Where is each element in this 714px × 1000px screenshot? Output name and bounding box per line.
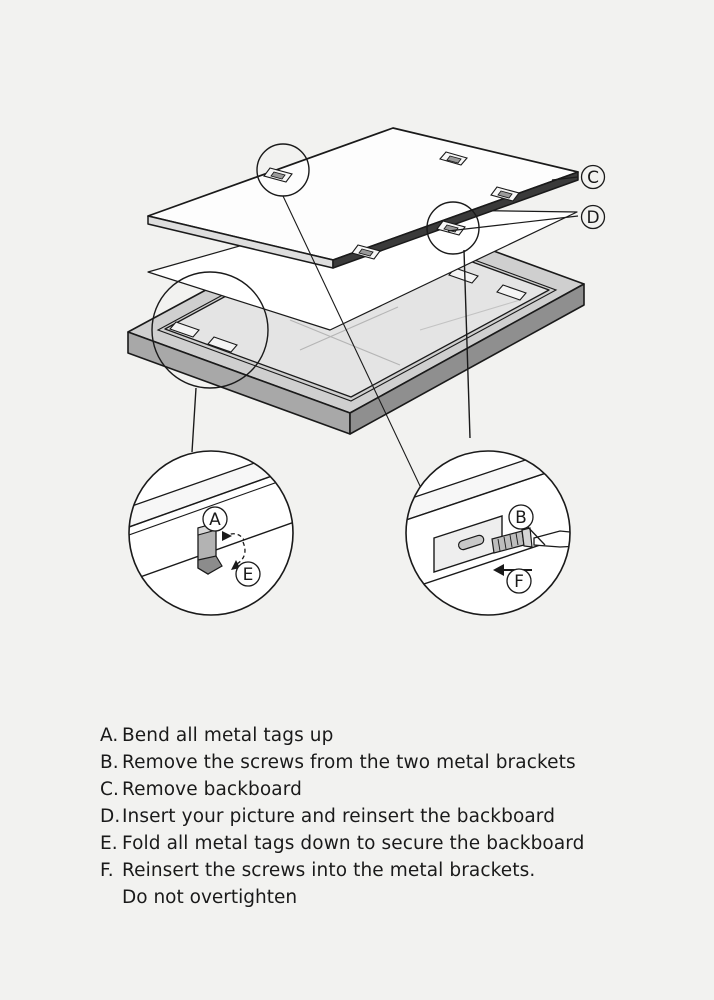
instruction-text: Reinsert the screws into the metal brackets. [122, 860, 536, 881]
instruction-key: A. [100, 725, 119, 746]
label-f-group [507, 569, 531, 593]
label-e-group [236, 562, 260, 586]
magnifier-left [129, 447, 300, 615]
instruction-key: D. [100, 806, 121, 827]
instruction-list [100, 722, 700, 911]
instruction-text: Insert your picture and reinsert the backboard [122, 806, 556, 827]
instruction-key: C. [100, 779, 119, 800]
list-item [100, 749, 700, 776]
screw-head [522, 528, 532, 547]
list-item [100, 857, 700, 884]
label-b-text: B [515, 508, 527, 528]
backboard-group [148, 128, 578, 268]
instruction-text: Fold all metal tags down to secure the backboard [122, 833, 585, 854]
instruction-key: B. [100, 752, 119, 773]
magnifier-right [406, 443, 600, 615]
label-c-text: C [587, 168, 599, 188]
instruction-continuation: Do not overtighten [122, 887, 298, 908]
instruction-text: Bend all metal tags up [122, 725, 334, 746]
instruction-key: F. [100, 860, 114, 881]
label-a-text: A [209, 510, 221, 530]
list-item [100, 776, 700, 803]
list-item [100, 803, 700, 830]
label-c-group [582, 166, 605, 189]
label-e-text: E [242, 565, 254, 585]
connector-left [192, 388, 196, 452]
instruction-text: Remove the screws from the two metal brackets [122, 752, 576, 773]
label-d-group [582, 206, 605, 229]
instruction-text: Remove backboard [122, 779, 302, 800]
instruction-key: E. [100, 833, 118, 854]
list-item [100, 722, 700, 749]
label-a-group [203, 507, 227, 531]
label-b-group [509, 505, 533, 529]
label-f-text: F [514, 572, 524, 592]
list-item [100, 830, 700, 857]
label-d-text: D [586, 208, 600, 228]
